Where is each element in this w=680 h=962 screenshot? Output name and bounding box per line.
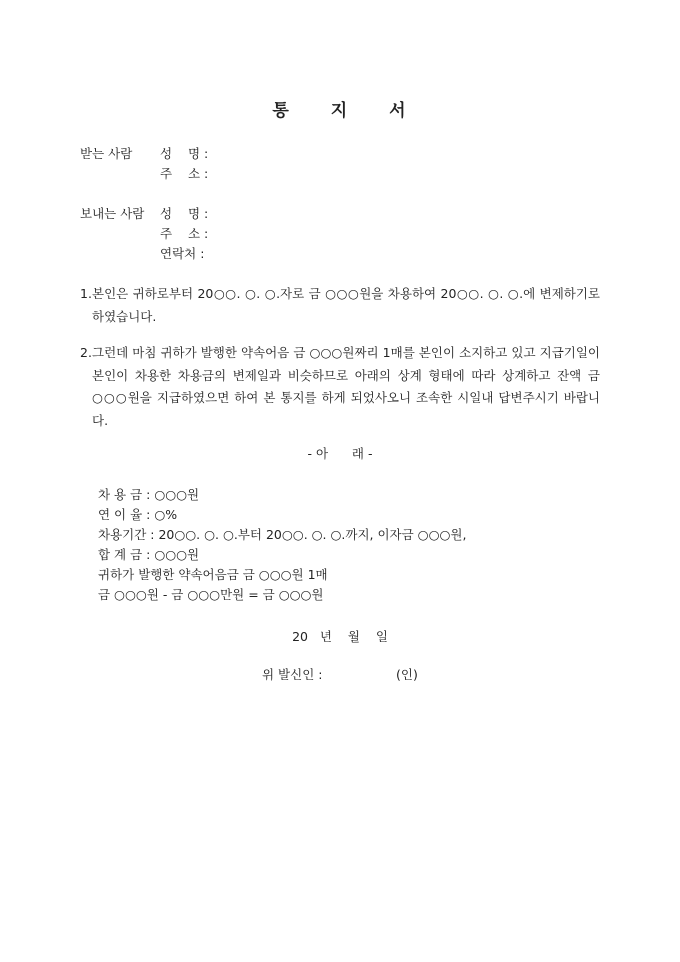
paragraph-number: 1. [80, 286, 92, 301]
recipient-label: 받는 사람 [80, 146, 133, 161]
paragraph-2 [80, 342, 600, 432]
paragraph-text: 본인은 귀하로부터 20○○. ○. ○.자로 금 ○○○원을 차용하여 20○○. ○. ○.에 변제하기로 하였습니다. [92, 286, 600, 324]
signature-label: 위 발신인 : [262, 667, 323, 682]
seal-mark: (인) [396, 667, 418, 682]
title-char-3: 서 [389, 101, 408, 121]
sender-address-label: 주 소 : [160, 226, 209, 241]
sender-label: 보내는 사람 [80, 206, 145, 221]
recipient-address-label: 주 소 : [160, 166, 209, 181]
date-line: 20 년 월 일 [292, 629, 388, 644]
sender-contact-label: 연락처 : [160, 246, 205, 261]
item-total: 합 계 금 : ○○○원 [98, 547, 200, 562]
note-heading: - 아 래 - [307, 446, 373, 461]
paragraph-number: 2. [80, 345, 92, 360]
paragraph-1 [80, 283, 600, 328]
title-char-1: 통 [272, 101, 291, 121]
title-char-2: 지 [330, 101, 350, 121]
item-offset-calculation: 금 ○○○원 - 금 ○○○만원 = 금 ○○○원 [98, 587, 324, 602]
item-loan-period: 차용기간 : 20○○. ○. ○.부터 20○○. ○. ○.까지, 이자금 ○○○원, [98, 527, 467, 542]
document-title [0, 96, 680, 121]
item-loan-amount: 차 용 금 : ○○○원 [98, 487, 200, 502]
paragraph-text: 그런데 마침 귀하가 발행한 약속어음 금 ○○○원짜리 1매를 본인이 소지하고 있고 지급기일이 본인이 차용한 차용금의 변제일과 비슷하므로 아래의 상계 형태에 따라 상계하고 잔액 금 ○○○원을 지급하였으면 하여 본 통지를 하게 되었사오니 조속한 시일내 답변주시기 바랍니다. [92, 345, 600, 428]
item-interest-rate: 연 이 율 : ○% [98, 507, 178, 522]
recipient-name-label: 성 명 : [160, 146, 209, 161]
sender-name-label: 성 명 : [160, 206, 209, 221]
item-promissory-note: 귀하가 발행한 약속어음금 금 ○○○원 1매 [98, 567, 328, 582]
